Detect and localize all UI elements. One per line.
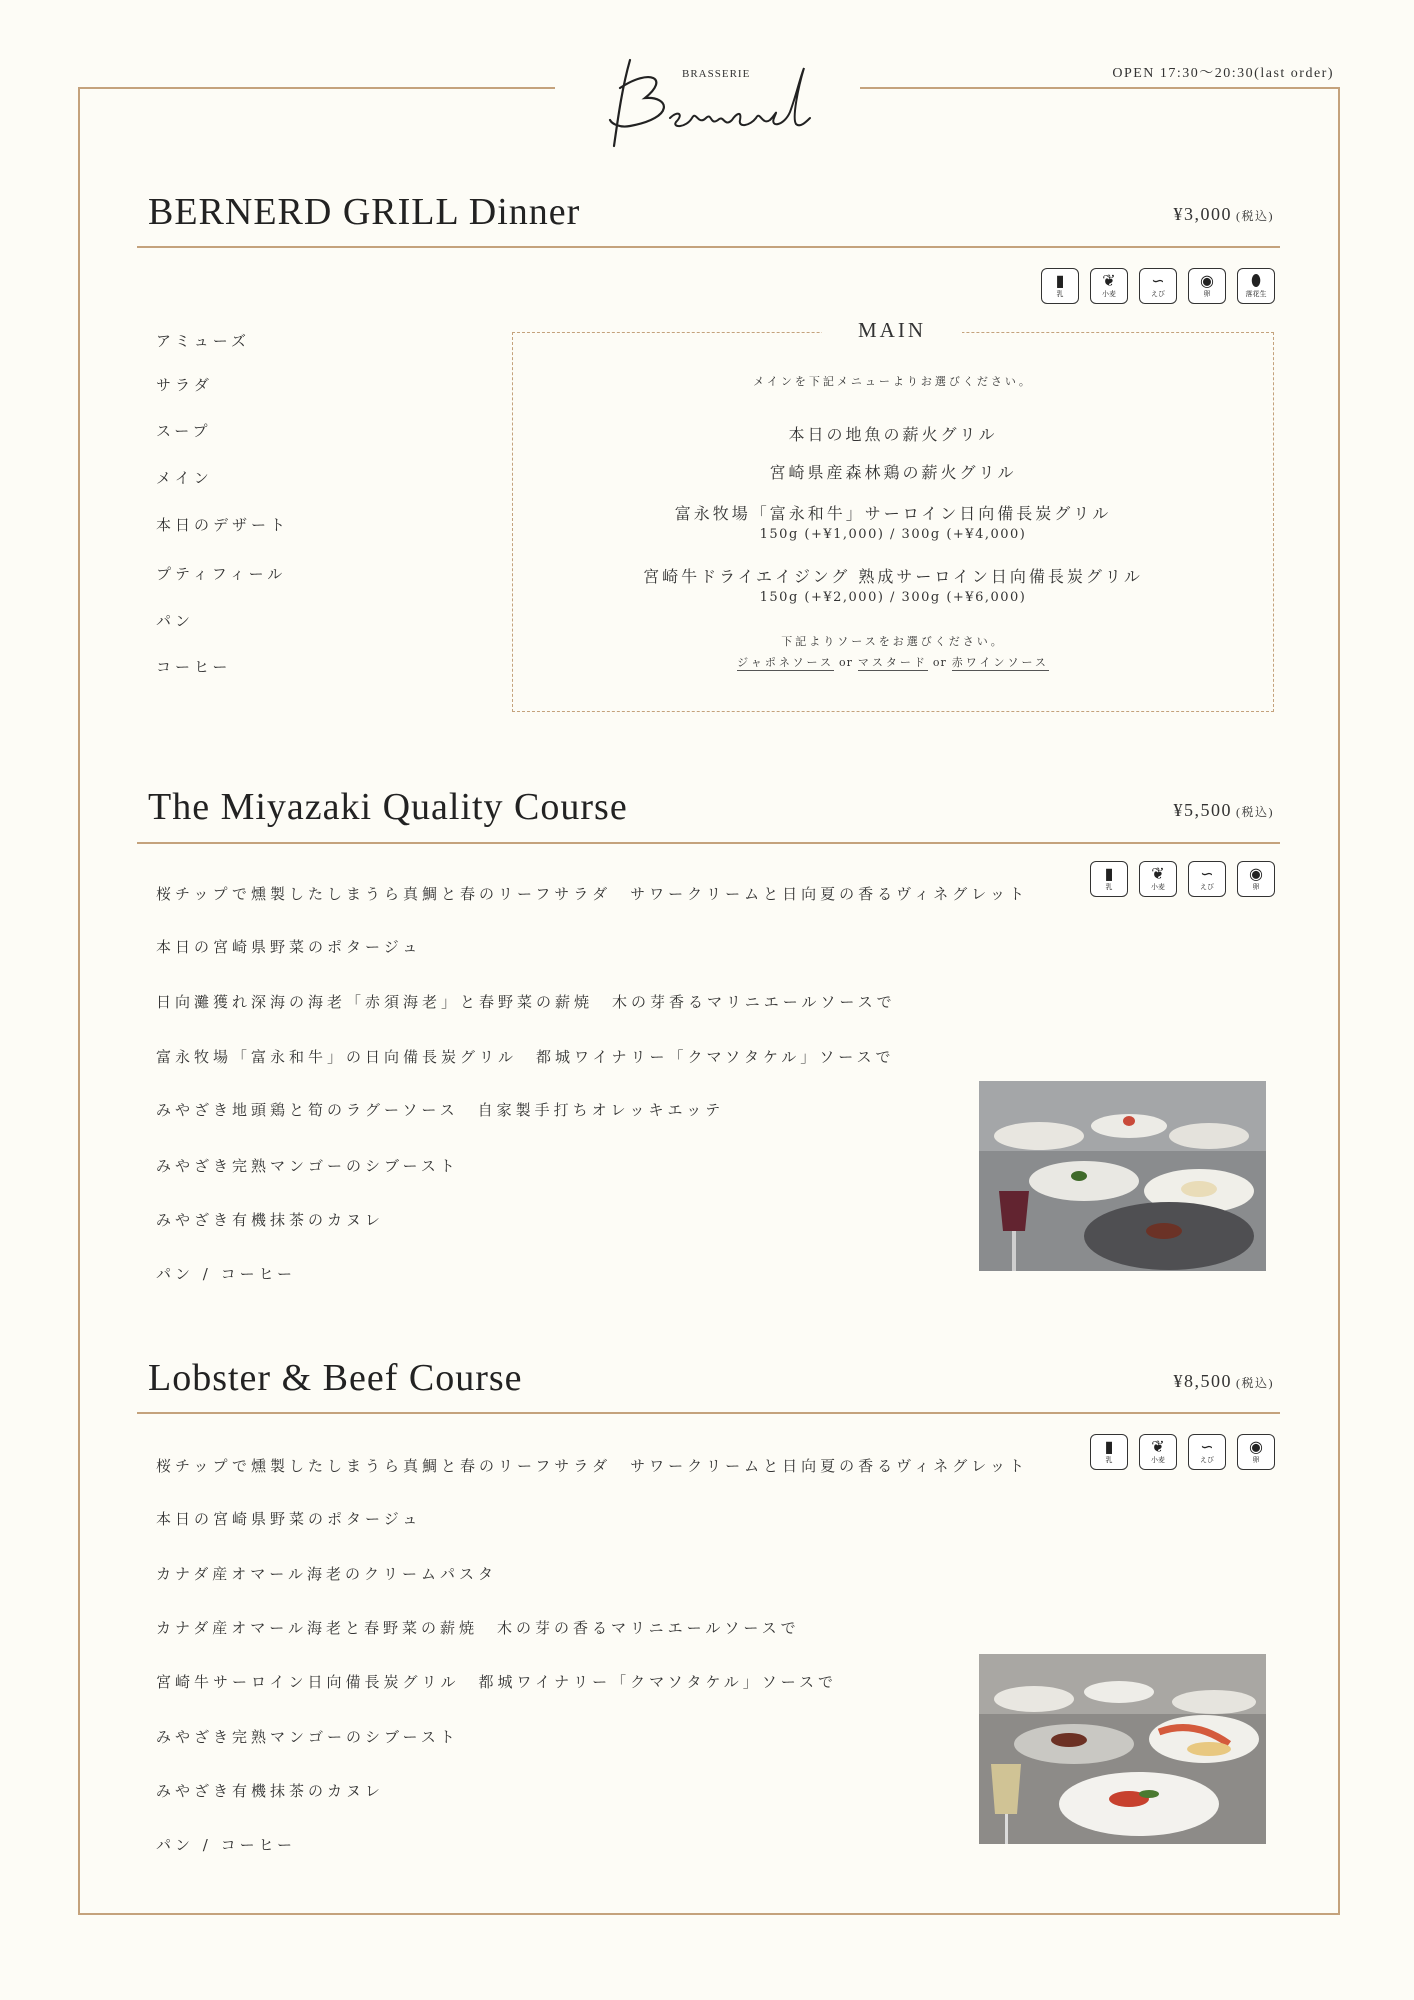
food-photo-illustration (979, 1081, 1266, 1271)
sauce-option: 赤ワインソース (951, 656, 1049, 669)
sauce-option: マスタード (857, 656, 928, 669)
opening-hours: OPEN 17:30～20:30(last order) (1112, 66, 1334, 81)
bernerd-script-logo (600, 48, 820, 158)
list-item: 本日の宮崎県野菜のポタージュ (156, 938, 422, 956)
list-item: サラダ (156, 376, 213, 394)
brand-small: BRASSERIE (682, 68, 751, 80)
list-item: みやざき地頭鶏と筍のラグーソース 自家製手打ちオレッキエッテ (156, 1101, 725, 1119)
list-item: 日向灘獲れ深海の海老「赤須海老」と春野菜の薪焼 木の芽香るマリニエールソースで (156, 993, 896, 1011)
egg-icon: ◉ 卵 (1237, 1434, 1275, 1470)
list-item: みやざき有機抹茶のカヌレ (156, 1211, 385, 1229)
list-item: 富永牧場「富永和牛」の日向備長炭グリル 都城ワイナリー「クマソタケル」ソースで (156, 1048, 895, 1066)
price-value: ¥5,500 (1173, 800, 1232, 820)
egg-icon: ◉ 卵 (1237, 861, 1275, 897)
price-value: ¥3,000 (1173, 204, 1232, 224)
main-box-title: MAIN (822, 318, 962, 343)
list-item: みやざき完熟マンゴーのシブースト (156, 1728, 459, 1746)
section-rule (137, 1412, 1280, 1414)
list-item: 本日のデザート (156, 516, 290, 534)
course-photo-lobster (979, 1654, 1266, 1844)
list-item: みやざき完熟マンゴーのシブースト (156, 1157, 459, 1175)
allergen-icons-lobster (1090, 1434, 1275, 1470)
list-item: メイン (156, 469, 213, 487)
shrimp-icon: ∽ えび (1139, 268, 1177, 304)
main-dish-option: 150g (+¥2,000) / 300g (+¥6,000) (759, 590, 1027, 605)
sauce-options: ジャポネソース or マスタード or 赤ワインソース (737, 656, 1049, 669)
section-rule (137, 842, 1280, 844)
food-photo-illustration (979, 1654, 1266, 1844)
list-item: 桜チップで燻製したしまうら真鯛と春のリーフサラダ サワークリームと日向夏の香るヴィネグレット (156, 885, 1029, 903)
main-dish: 宮崎県産森林鶏の薪火グリル (769, 463, 1017, 482)
section-title-miyazaki: The Miyazaki Quality Course (148, 786, 628, 828)
main-dish: 宮崎牛ドライエイジング 熟成サーロイン日向備長炭グリル (643, 567, 1143, 586)
wheat-icon: ❦ 小麦 (1090, 268, 1128, 304)
list-item: プティフィール (156, 565, 287, 583)
list-item: アミューズ (156, 332, 250, 350)
price-lobster (1174, 1371, 1275, 1392)
price-grill (1174, 204, 1275, 225)
allergen-icons-miyazaki (1090, 861, 1275, 897)
list-item: パン (156, 612, 195, 630)
price-miyazaki (1174, 800, 1275, 821)
main-note: メインを下記メニューよりお選びください。 (753, 375, 1033, 388)
shrimp-icon: ∽ えび (1188, 861, 1226, 897)
wheat-icon: ❦ 小麦 (1139, 1434, 1177, 1470)
main-dish: 富永牧場「富永和牛」サーロイン日向備長炭グリル (674, 504, 1112, 523)
sauce-note: 下記よりソースをお選びください。 (781, 635, 1005, 648)
peanut-icon: ⬮ 落花生 (1237, 268, 1275, 304)
wheat-icon: ❦ 小麦 (1139, 861, 1177, 897)
course-photo-miyazaki (979, 1081, 1266, 1271)
section-title-lobster: Lobster & Beef Course (148, 1357, 523, 1399)
list-item: みやざき有機抹茶のカヌレ (156, 1782, 385, 1800)
list-item: 桜チップで燻製したしまうら真鯛と春のリーフサラダ サワークリームと日向夏の香るヴィネグレット (156, 1457, 1029, 1475)
main-dish: 本日の地魚の薪火グリル (788, 425, 998, 444)
list-item: 本日の宮崎県野菜のポタージュ (156, 1510, 422, 1528)
sauce-option: ジャポネソース (737, 656, 834, 669)
list-item: カナダ産オマール海老と春野菜の薪焼 木の芽の香るマリニエールソースで (156, 1619, 800, 1637)
list-item: パン / コーヒー (156, 1265, 296, 1283)
section-title-grill: BERNERD GRILL Dinner (148, 191, 581, 233)
tax-label: (税込) (1236, 209, 1274, 223)
allergen-icons-grill (1041, 268, 1275, 304)
milk-icon: ▮ 乳 (1041, 268, 1079, 304)
milk-icon: ▮ 乳 (1090, 1434, 1128, 1470)
list-item: パン / コーヒー (156, 1836, 296, 1854)
list-item: 宮崎牛サーロイン日向備長炭グリル 都城ワイナリー「クマソタケル」ソースで (156, 1673, 838, 1691)
milk-icon: ▮ 乳 (1090, 861, 1128, 897)
shrimp-icon: ∽ えび (1188, 1434, 1226, 1470)
tax-label: (税込) (1236, 1376, 1274, 1390)
price-value: ¥8,500 (1173, 1371, 1232, 1391)
main-dish-option: 150g (+¥1,000) / 300g (+¥4,000) (759, 527, 1027, 542)
list-item: スープ (156, 422, 212, 440)
tax-label: (税込) (1236, 805, 1274, 819)
list-item: コーヒー (156, 658, 232, 676)
list-item: カナダ産オマール海老のクリームパスタ (156, 1565, 497, 1583)
egg-icon: ◉ 卵 (1188, 268, 1226, 304)
brand-logo (600, 48, 820, 158)
section-rule (137, 246, 1280, 248)
